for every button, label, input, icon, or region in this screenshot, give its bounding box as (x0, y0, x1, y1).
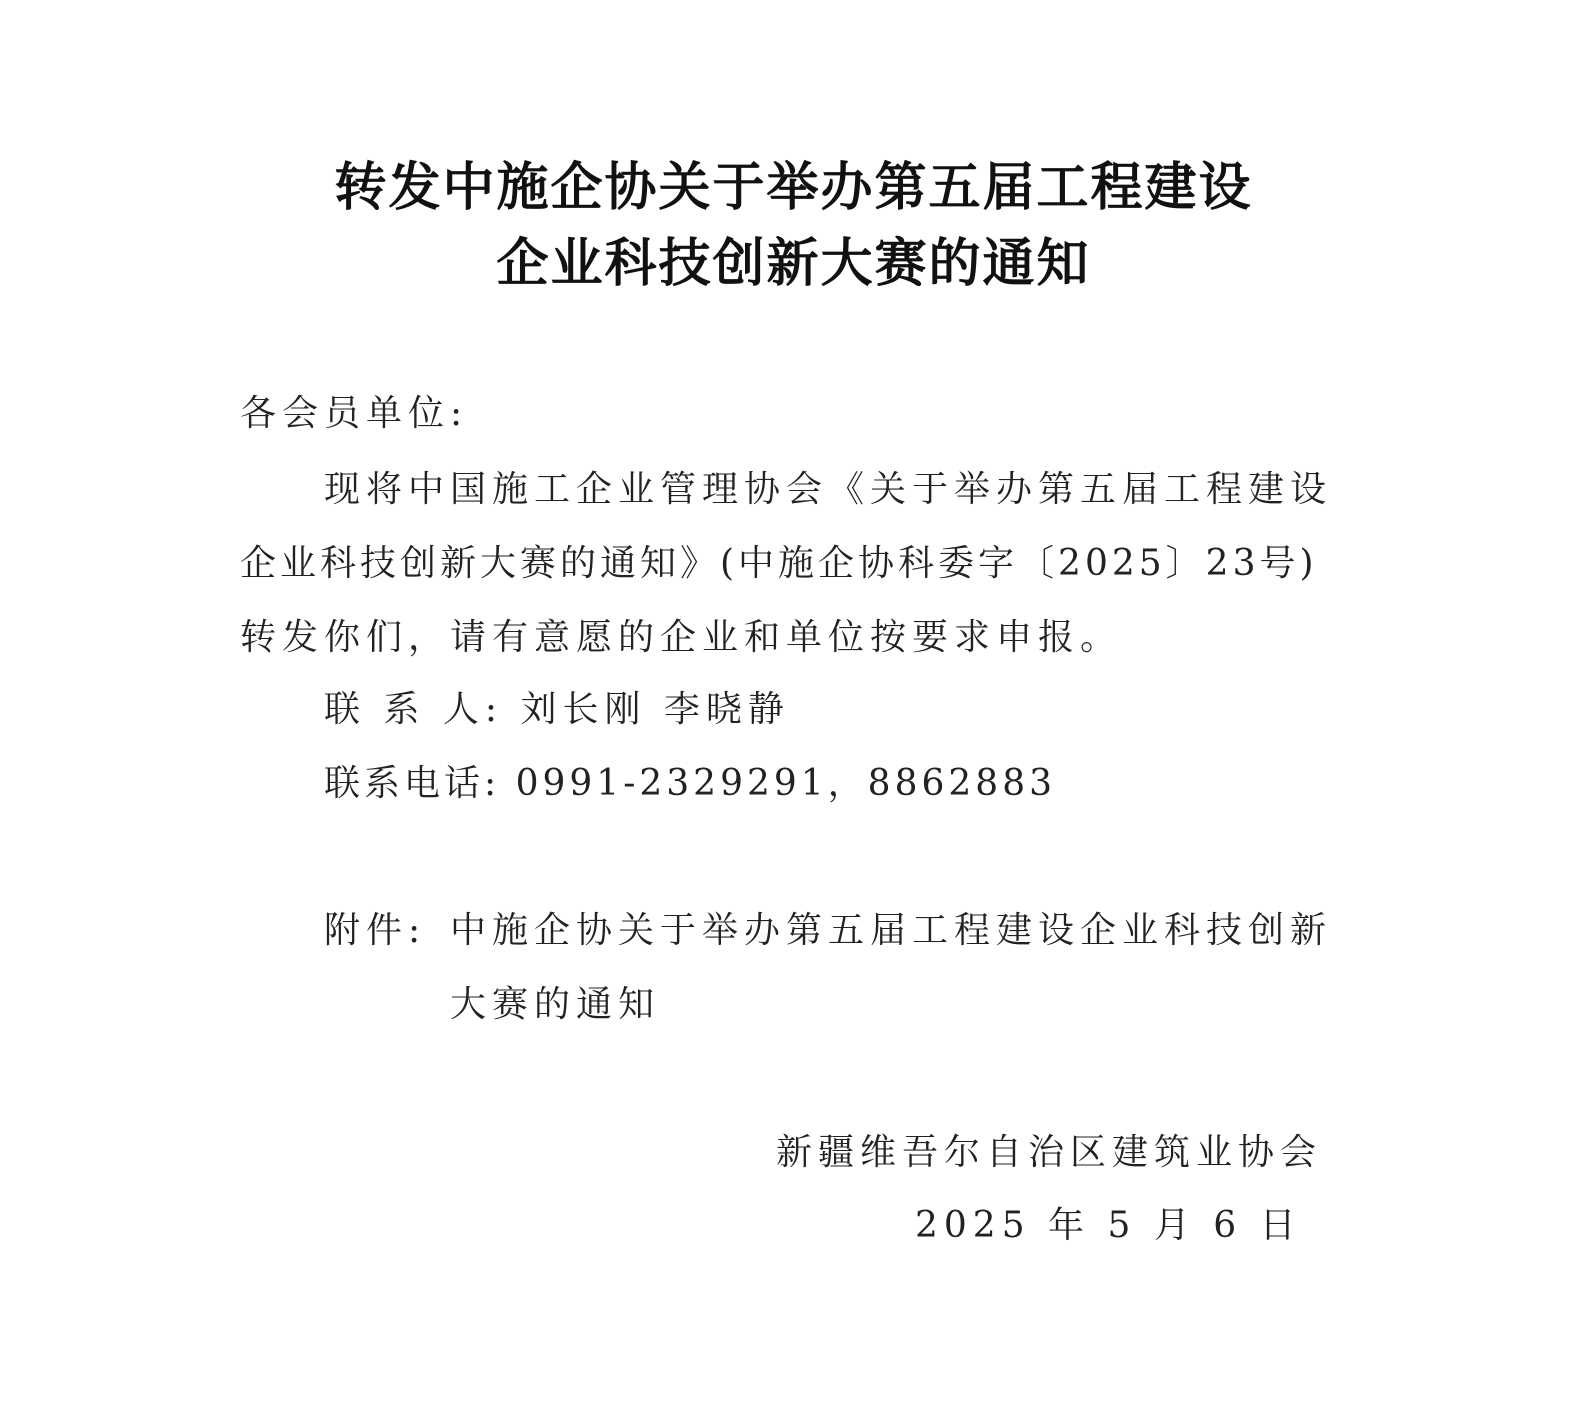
contact-person: 联 系 人: 刘长刚 李晓静 (324, 689, 790, 730)
attachment-label: 附件: (324, 910, 427, 951)
attachment-title-line-1: 中施企协关于举办第五届工程建设企业科技创新 (450, 910, 1333, 951)
document-title-line-1: 转发中施企协关于举办第五届工程建设 (334, 158, 1253, 218)
issuing-organization: 新疆维吾尔自治区建筑业协会 (776, 1132, 1323, 1173)
contact-phone: 联系电话: 0991-2329291，8862883 (324, 763, 1057, 804)
salutation: 各会员单位: (240, 393, 469, 434)
body-line-2: 企业科技创新大赛的通知》(中施企协科委字〔2025〕23号) (240, 543, 1318, 584)
issue-date: 2025 年 5 月 6 日 (915, 1205, 1302, 1246)
document-title-line-2: 企业科技创新大赛的通知 (496, 234, 1091, 294)
body-line-1: 现将中国施工企业管理协会《关于举办第五届工程建设 (324, 469, 1333, 510)
attachment-title-line-2: 大赛的通知 (450, 984, 661, 1025)
body-line-3: 转发你们，请有意愿的企业和单位按要求申报。 (240, 617, 1123, 658)
